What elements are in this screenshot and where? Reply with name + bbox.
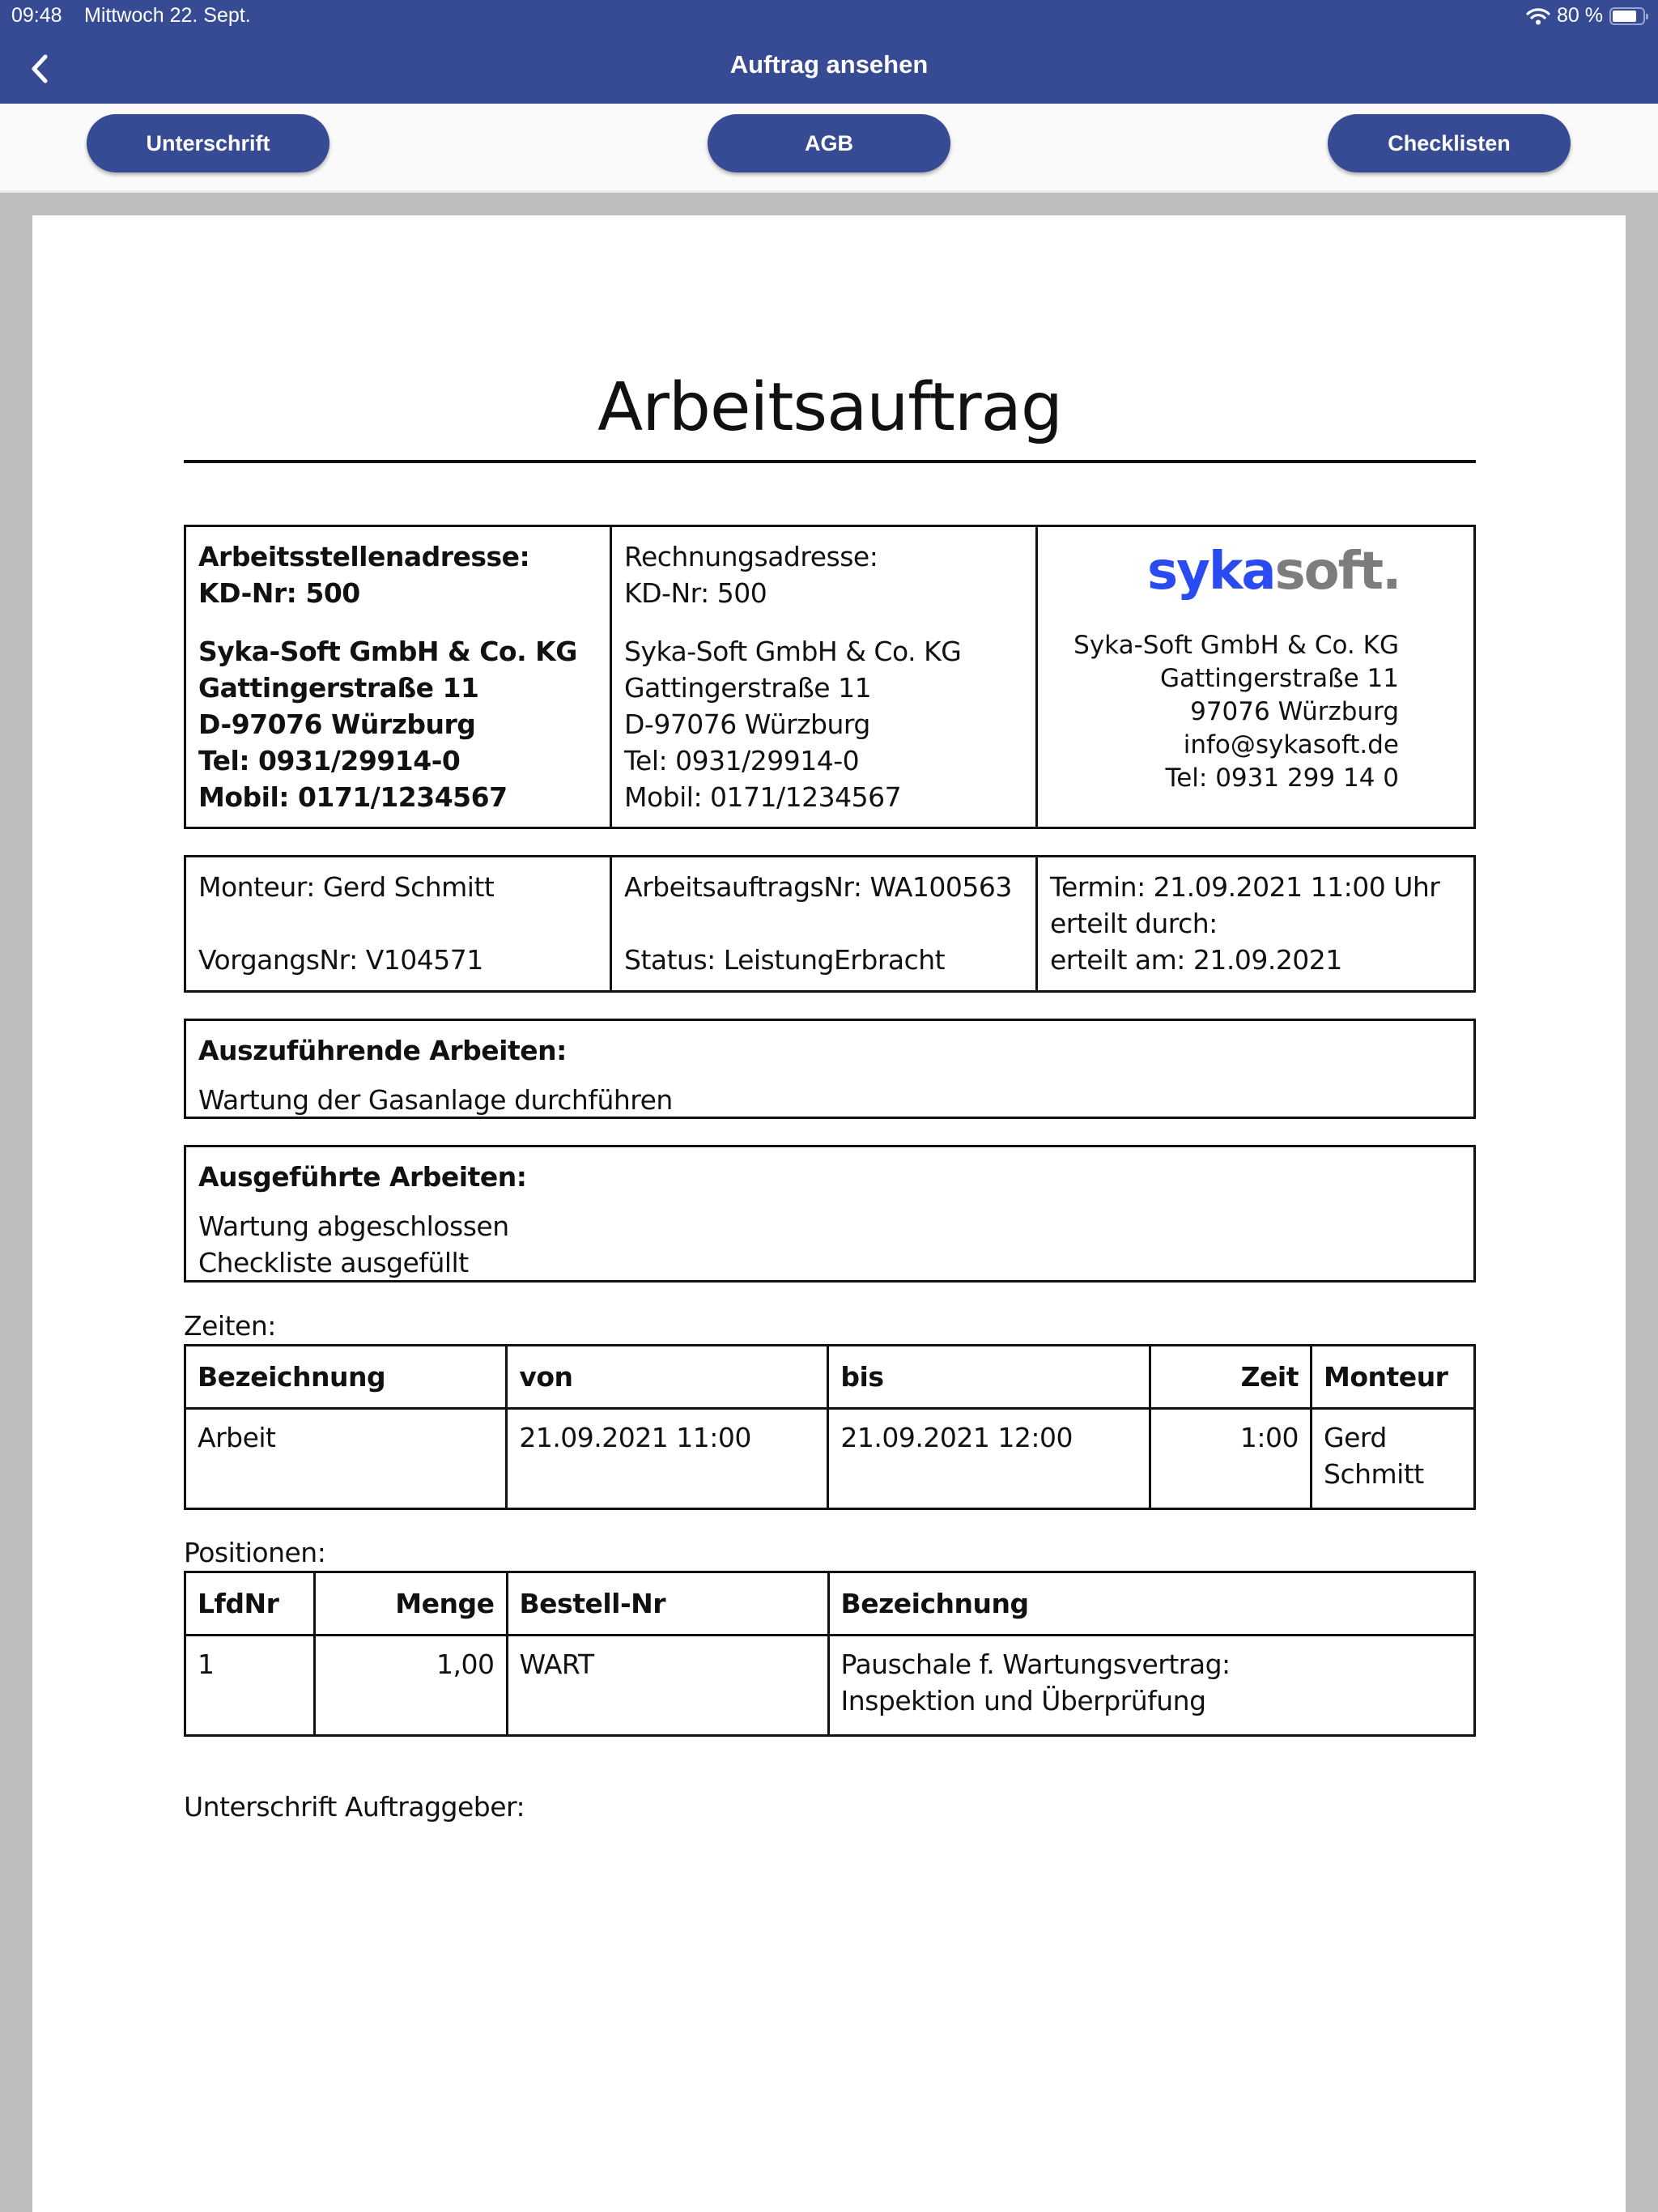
work-address-line: Mobil: 0171/1234567: [198, 781, 508, 813]
status-date: Mittwoch 22. Sept.: [84, 4, 251, 27]
status-right: [1526, 4, 1645, 28]
battery-icon: [1609, 7, 1645, 25]
times-header: Zeit: [1150, 1346, 1312, 1409]
positions-cell: 1,00: [314, 1636, 507, 1736]
nav-bar: [0, 34, 1658, 104]
billing-address-customer-no: KD-Nr: 500: [624, 577, 767, 609]
billing-address: [624, 538, 961, 827]
work-address-line: Syka-Soft GmbH & Co. KG: [198, 636, 577, 667]
column-divider: [610, 527, 612, 827]
company-info: [1073, 629, 1399, 827]
work-address: [198, 538, 577, 827]
termin: Termin: 21.09.2021 11:00 Uhr: [1050, 871, 1440, 903]
times-header: bis: [828, 1346, 1150, 1409]
order-meta-box: [184, 855, 1476, 993]
company-line: Gattingerstraße 11: [1159, 664, 1399, 693]
times-cell: Gerd Schmitt: [1312, 1409, 1475, 1509]
positions-header: LfdNr: [185, 1572, 315, 1636]
times-header: Monteur: [1312, 1346, 1475, 1409]
positions-header: Bezeichnung: [828, 1572, 1474, 1636]
billing-address-line: Syka-Soft GmbH & Co. KG: [624, 636, 962, 667]
wifi-icon: [1526, 7, 1550, 25]
todo-work-line: Wartung der Gasanlage durchführen: [198, 1084, 673, 1116]
table-row: [185, 1636, 1475, 1736]
todo-work-box: [184, 1019, 1476, 1119]
done-work-box: [184, 1145, 1476, 1283]
company-line: 97076 Würzburg: [1190, 697, 1399, 726]
address-box: [184, 525, 1476, 829]
company-logo: [1147, 542, 1400, 602]
monteur: Monteur: Gerd Schmitt: [198, 871, 495, 903]
billing-address-line: Mobil: 0171/1234567: [624, 781, 902, 813]
times-cell: 21.09.2021 12:00: [828, 1409, 1150, 1509]
erteilt-durch: erteilt durch:: [1050, 908, 1218, 939]
status-time: 09:48: [11, 4, 62, 27]
action-toolbar: [0, 104, 1658, 193]
billing-address-line: Tel: 0931/29914-0: [624, 745, 860, 776]
positions-cell: WART: [507, 1636, 828, 1736]
work-address-line: D-97076 Würzburg: [198, 708, 476, 740]
positions-header: Menge: [314, 1572, 507, 1636]
column-divider: [1035, 527, 1038, 827]
times-header-row: [185, 1346, 1475, 1409]
billing-address-line: Gattingerstraße 11: [624, 672, 872, 704]
positions-table: [184, 1571, 1476, 1737]
logo-part-syka: syka: [1147, 542, 1275, 602]
company-phone: Tel: 0931 299 14 0: [1165, 764, 1399, 793]
times-cell: 21.09.2021 11:00: [507, 1409, 828, 1509]
done-work-heading: Ausgeführte Arbeiten:: [198, 1161, 527, 1193]
work-address-line: Gattingerstraße 11: [198, 672, 479, 704]
positions-header: Bestell-Nr: [507, 1572, 828, 1636]
times-cell: Arbeit: [185, 1409, 507, 1509]
work-address-line: Tel: 0931/29914-0: [198, 745, 461, 776]
work-address-customer-no: KD-Nr: 500: [198, 577, 360, 609]
done-work-line: Checkliste ausgefüllt: [198, 1247, 469, 1278]
battery-fill: [1613, 11, 1636, 22]
status-bar: [0, 0, 1658, 34]
meta-col-3: [1050, 869, 1439, 990]
document-title: Arbeitsauftrag: [597, 369, 1062, 446]
signature-label: Unterschrift Auftraggeber:: [184, 1791, 525, 1823]
positions-cell: 1: [185, 1636, 315, 1736]
meta-col-1: [198, 869, 494, 990]
title-divider: [184, 460, 1476, 463]
done-work-line: Wartung abgeschlossen: [198, 1210, 509, 1242]
times-label: Zeiten:: [184, 1310, 276, 1342]
positions-label: Positionen:: [184, 1537, 326, 1568]
billing-address-line: D-97076 Würzburg: [624, 708, 870, 740]
positions-header-row: [185, 1572, 1475, 1636]
work-address-heading: Arbeitsstellenadresse:: [198, 541, 530, 572]
vorgangs-nr: VorgangsNr: V104571: [198, 944, 483, 976]
billing-address-heading: Rechnungsadresse:: [624, 541, 878, 572]
times-header: von: [507, 1346, 828, 1409]
table-row: [185, 1409, 1475, 1509]
company-line: Syka-Soft GmbH & Co. KG: [1073, 631, 1399, 660]
company-email: info@sykasoft.de: [1183, 730, 1399, 759]
times-cell: 1:00: [1150, 1409, 1312, 1509]
auftrags-nr: ArbeitsauftragsNr: WA100563: [624, 871, 1012, 903]
times-header: Bezeichnung: [185, 1346, 507, 1409]
battery-percent: 80 %: [1557, 4, 1603, 27]
checklists-button[interactable]: Checklisten: [1328, 114, 1571, 172]
todo-work-heading: Auszuführende Arbeiten:: [198, 1035, 567, 1066]
document-page[interactable]: [32, 215, 1626, 2212]
agb-button[interactable]: AGB: [708, 114, 950, 172]
logo-part-soft: soft.: [1274, 542, 1401, 602]
status: Status: LeistungErbracht: [624, 944, 946, 976]
page-title: Auftrag ansehen: [729, 50, 929, 79]
times-table: [184, 1344, 1476, 1510]
column-divider: [1035, 857, 1038, 990]
erteilt-am: erteilt am: 21.09.2021: [1050, 944, 1342, 976]
positions-cell: Pauschale f. Wartungsvertrag: Inspektion und Überprüfung: [828, 1636, 1474, 1736]
signature-button[interactable]: Unterschrift: [87, 114, 329, 172]
column-divider: [610, 857, 612, 990]
meta-col-2: [624, 869, 1012, 990]
